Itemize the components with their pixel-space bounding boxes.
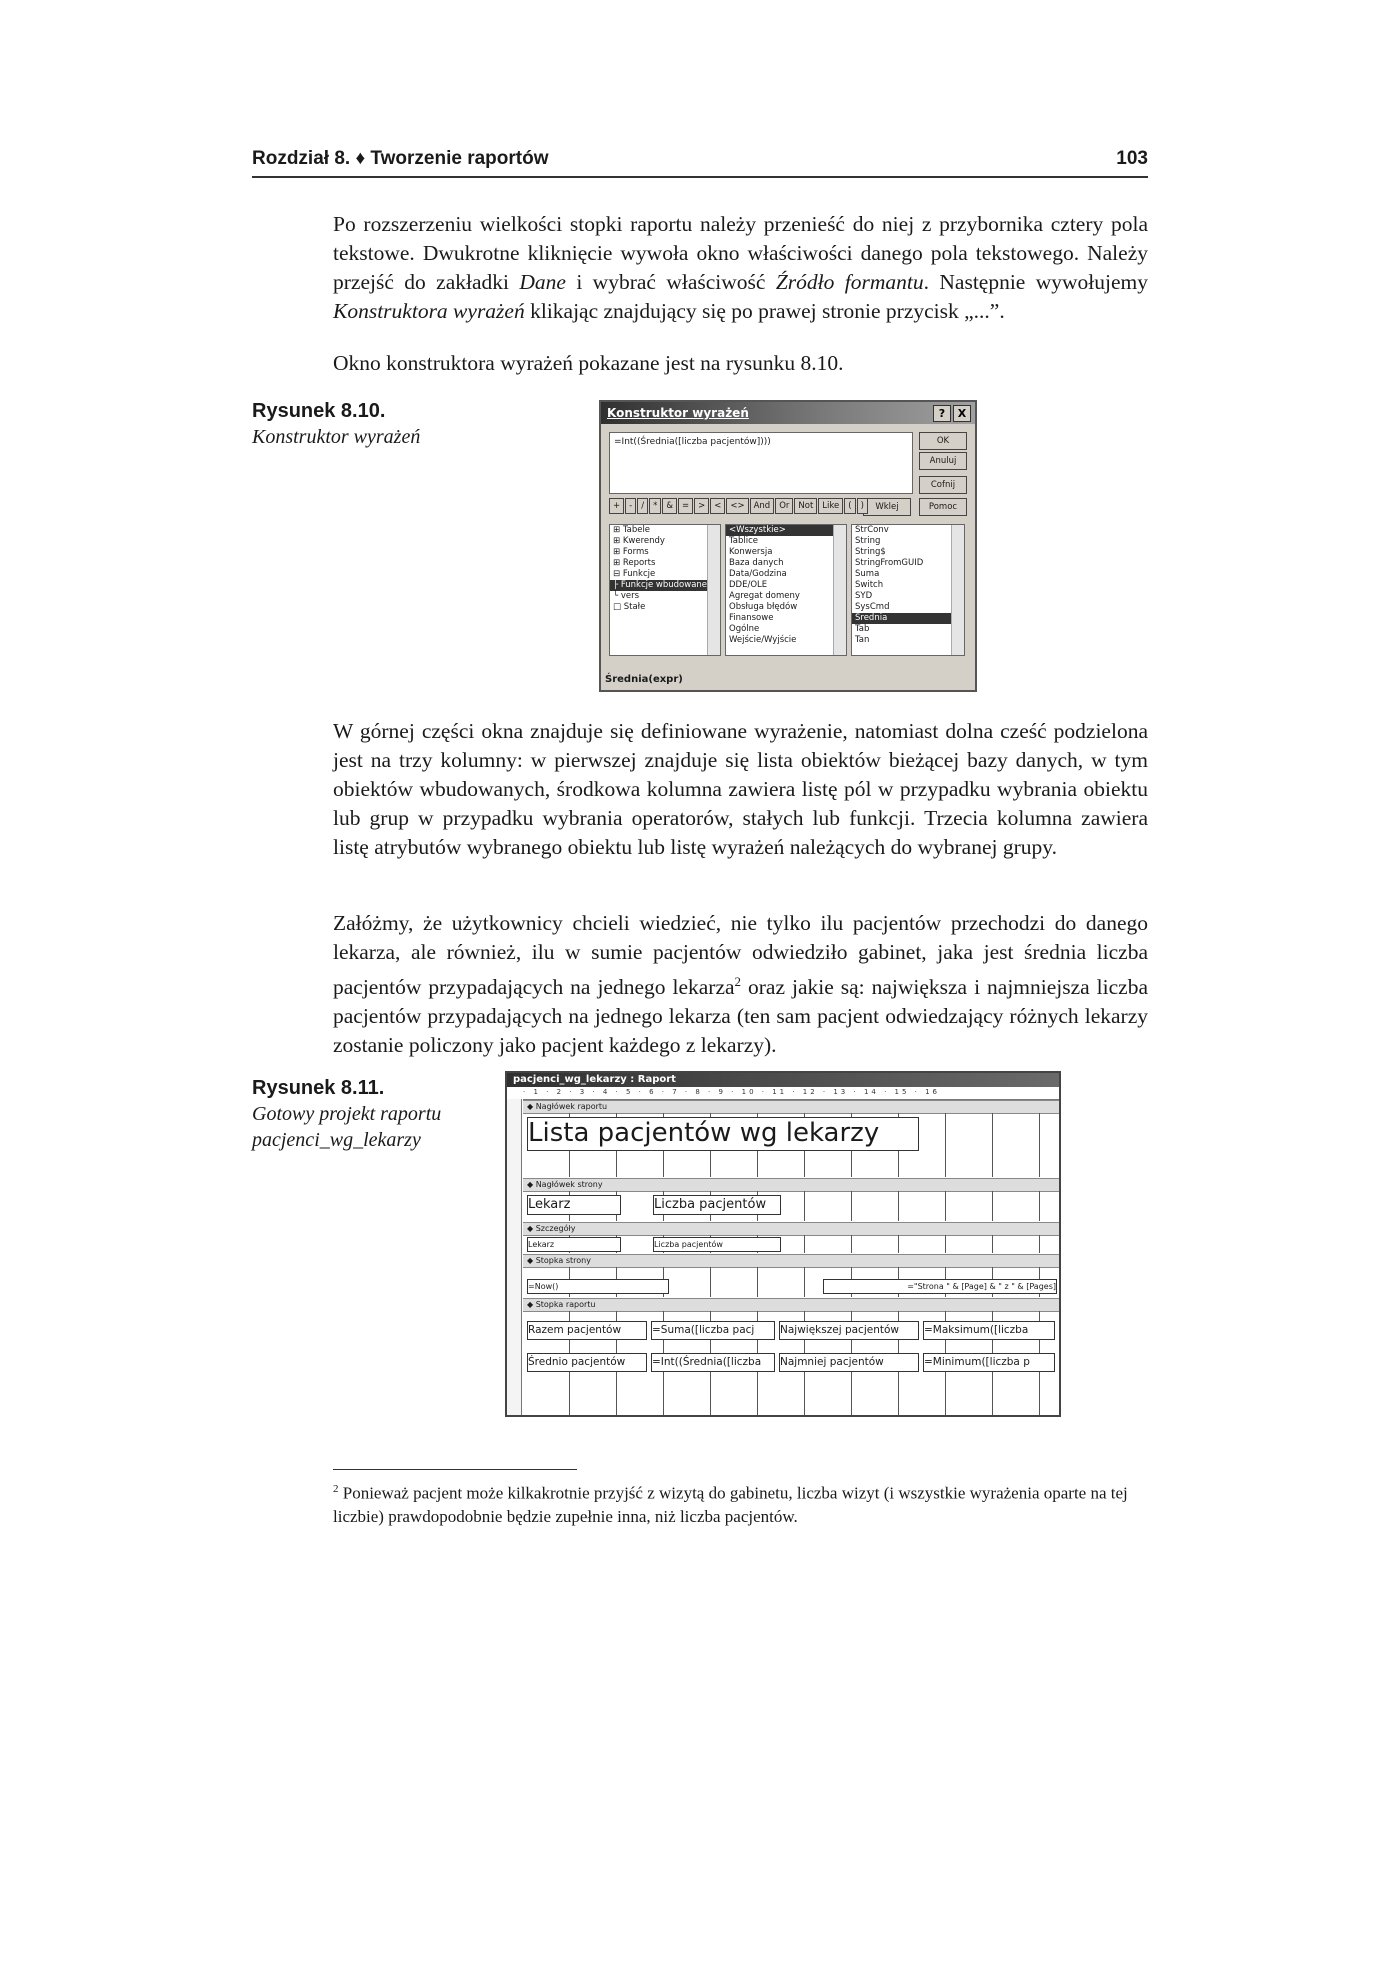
operator-button[interactable]: )	[857, 498, 868, 514]
list-item[interactable]: Tab	[855, 624, 870, 634]
undo-button[interactable]: Cofnij	[919, 476, 967, 494]
horizontal-ruler: · 1 · 2 · 3 · 4 · 5 · 6 · 7 · 8 · 9 · 10 · 11 · 12 · 13 · 14 · 15 · 16	[523, 1088, 1059, 1100]
list-item[interactable]: SYD	[855, 591, 873, 601]
operator-button[interactable]: =	[678, 498, 693, 514]
operator-button[interactable]: /	[637, 498, 648, 514]
liczba-header-label[interactable]: Liczba pacjentów	[653, 1195, 781, 1215]
operator-button[interactable]: +	[609, 498, 624, 514]
list-item[interactable]: Data/Godzina	[729, 569, 787, 579]
object-tree-list[interactable]	[609, 524, 721, 656]
section-report-header[interactable]: ◆ Nagłówek raportu	[523, 1100, 1059, 1114]
section-details[interactable]: ◆ Szczegóły	[523, 1222, 1059, 1236]
scrollbar[interactable]	[833, 525, 846, 655]
paste-button[interactable]: Wklej	[863, 498, 911, 516]
lekarz-field[interactable]: Lekarz	[527, 1237, 621, 1252]
figure-number: Rysunek 8.10.	[252, 400, 386, 422]
window-title: pacjenci_wg_lekarzy : Raport	[507, 1073, 1059, 1087]
now-field[interactable]: =Now()	[527, 1279, 669, 1294]
operator-button[interactable]: &	[662, 498, 677, 514]
status-text: Średnia(expr)	[605, 674, 683, 685]
list-item[interactable]: Baza danych	[729, 558, 784, 568]
max-field[interactable]: =Maksimum([liczba	[923, 1321, 1055, 1340]
figure-title: Konstruktor wyrażeń	[252, 426, 421, 448]
footnote-rule	[333, 1469, 577, 1470]
footnote-text: Ponieważ pacjent może kilkakrotnie przyjść z wizytą do gabinetu, liczba wizyt (i wszystkie wyrażenia oparte na tej liczbie) prawdopodobnie będzie zupełnie inna, niż liczba pacjentów.	[333, 1483, 1128, 1526]
list-item[interactable]: □ Stałe	[613, 602, 646, 612]
max-label[interactable]: Największej pacjentów	[779, 1321, 919, 1340]
list-item[interactable]: ⊞ Kwerendy	[613, 536, 665, 546]
page-footer-grid	[523, 1267, 1059, 1297]
list-item[interactable]: └ vers	[613, 591, 640, 601]
operator-button[interactable]: (	[844, 498, 855, 514]
window-titlebar	[601, 402, 975, 424]
list-item-selected[interactable]: Średnia	[852, 613, 964, 624]
list-item[interactable]: ⊞ Forms	[613, 547, 649, 557]
function-list[interactable]	[851, 524, 965, 656]
list-item[interactable]: Ogólne	[729, 624, 760, 634]
list-item[interactable]: StrConv	[855, 525, 889, 535]
paragraph-1: Po rozszerzeniu wielkości stopki raportu należy przenieść do niej z przybornika cztery pola tekstowe. Dwukrotne kliknięcie wywoła okno właściwości danego pola tekstowego. Należy przejść do zakładki Dane i wybrać właściwość Źródło formantu. Następnie wywołujemy Konstruktora wyrażeń klikając znajdujący się po prawej stronie przycisk „...”.	[333, 212, 1149, 323]
list-item[interactable]: DDE/OLE	[729, 580, 768, 590]
page-number: 103	[1116, 148, 1148, 169]
cancel-button[interactable]: Anuluj	[919, 452, 967, 470]
footnote	[333, 1478, 1148, 1528]
figure-number: Rysunek 8.11.	[252, 1077, 385, 1099]
list-item-selected[interactable]: <Wszystkie>	[726, 525, 846, 536]
chapter-title: Rozdział 8. ♦ Tworzenie raportów	[252, 148, 549, 169]
report-header-grid	[523, 1113, 1059, 1177]
lekarz-header-label[interactable]: Lekarz	[527, 1195, 621, 1215]
average-field[interactable]: =Int((Średnia([liczba	[651, 1353, 775, 1372]
section-page-header[interactable]: ◆ Nagłówek strony	[523, 1178, 1059, 1192]
scrollbar[interactable]	[707, 525, 720, 655]
average-label[interactable]: Średnio pacjentów	[527, 1353, 647, 1372]
operator-buttons	[609, 498, 869, 514]
details-grid	[523, 1235, 1059, 1253]
list-item[interactable]: Konwersja	[729, 547, 773, 557]
list-item[interactable]: Switch	[855, 580, 884, 590]
scrollbar[interactable]	[951, 525, 964, 655]
list-item[interactable]: Agregat domeny	[729, 591, 800, 601]
help-icon[interactable]: ?	[933, 405, 951, 422]
paragraph-2: Okno konstruktora wyrażeń pokazane jest na rysunku 8.10.	[333, 351, 844, 375]
list-item[interactable]: Finansowe	[729, 613, 774, 623]
list-item[interactable]: ⊞ Tabele	[613, 525, 651, 535]
vertical-ruler	[507, 1099, 522, 1415]
operator-button[interactable]: Like	[818, 498, 843, 514]
figure-caption-8-10	[252, 398, 452, 450]
list-item[interactable]: Wejście/Wyjście	[729, 635, 797, 645]
operator-button[interactable]: Not	[794, 498, 817, 514]
list-item[interactable]: String	[855, 536, 881, 546]
list-item-selected[interactable]: ├ Funkcje wbudowane	[610, 580, 720, 591]
list-item[interactable]: ⊞ Reports	[613, 558, 656, 568]
report-design-window	[505, 1071, 1061, 1417]
list-item[interactable]: StringFromGUID	[855, 558, 924, 568]
paragraph-3: W górnej części okna znajduje się definiowane wyrażenie, natomiast dolna cześć podzielona jest na trzy kolumny: w pierwszej znajduje się lista obiektów bieżącej bazy danych, w tym obiektów wbudowanych, środkowa kolumna zawiera listę pól w przypadku wybrania obiektu lub grup w przypadku wybrania operatorów, stałych lub funkcji. Trzecia kolumna zawiera listę atrybutów wybranego obiektu lub listę wyrażeń należących do wybranej grupy.	[333, 719, 1148, 859]
report-footer-grid	[523, 1311, 1059, 1417]
expression-builder-window	[599, 400, 977, 692]
operator-button[interactable]: <>	[726, 498, 748, 514]
running-header	[252, 142, 1148, 178]
page-header-grid	[523, 1191, 1059, 1221]
operator-button[interactable]: And	[750, 498, 775, 514]
min-label[interactable]: Najmniej pacjentów	[779, 1353, 919, 1372]
operator-button[interactable]: *	[649, 498, 661, 514]
ok-button[interactable]: OK	[919, 432, 967, 450]
list-item[interactable]: Obsługa błędów	[729, 602, 798, 612]
list-item[interactable]: ⊟ Funkcje	[613, 569, 656, 579]
expression-input[interactable]: =Int((Średnia([liczba pacjentów])))	[609, 432, 913, 494]
operator-button[interactable]: <	[710, 498, 725, 514]
min-field[interactable]: =Minimum([liczba p	[923, 1353, 1055, 1372]
list-item[interactable]: Tablice	[729, 536, 759, 546]
section-report-footer[interactable]: ◆ Stopka raportu	[523, 1298, 1059, 1312]
help-button[interactable]: Pomoc	[919, 498, 967, 516]
figure-caption-8-11	[252, 1075, 452, 1153]
category-list[interactable]	[725, 524, 847, 656]
liczba-field[interactable]: Liczba pacjentów	[653, 1237, 781, 1252]
window-title: Konstruktor wyrażeń	[607, 406, 749, 420]
section-page-footer[interactable]: ◆ Stopka strony	[523, 1254, 1059, 1268]
close-icon[interactable]: X	[953, 405, 971, 422]
page-number-field[interactable]: ="Strona " & [Page] & " z " & [Pages]	[823, 1279, 1057, 1294]
operator-button[interactable]: >	[694, 498, 709, 514]
total-field[interactable]: =Suma([liczba pacj	[651, 1321, 775, 1340]
report-title-label[interactable]: Lista pacjentów wg lekarzy	[527, 1117, 919, 1151]
operator-button[interactable]: Or	[775, 498, 793, 514]
figure-title: Gotowy projekt raportu pacjenci_wg_lekarzy	[252, 1103, 442, 1151]
paragraph-4: Załóżmy, że użytkownicy chcieli wiedzieć, nie tylko ilu pacjentów przechodzi do danego lekarza, ale również, ilu w sumie pacjentów odwiedziło gabinet, jaka jest średnia liczba pacjentów przypadających na jednego lekarza$^2$ oraz jakie są: największa i najmniejsza liczba pacjentów przypadających na jednego lekarza (ten sam pacjent odwiedzający różnych lekarzy zostanie policzony jako pacjent każdego z lekarzy).	[333, 911, 1148, 1058]
list-item[interactable]: Tan	[855, 635, 870, 645]
list-item[interactable]: Suma	[855, 569, 880, 579]
list-item[interactable]: String$	[855, 547, 886, 557]
operator-button[interactable]: -	[625, 498, 636, 514]
footnote-number: 2	[333, 1483, 339, 1495]
total-label[interactable]: Razem pacjentów	[527, 1321, 647, 1340]
list-item[interactable]: SysCmd	[855, 602, 890, 612]
